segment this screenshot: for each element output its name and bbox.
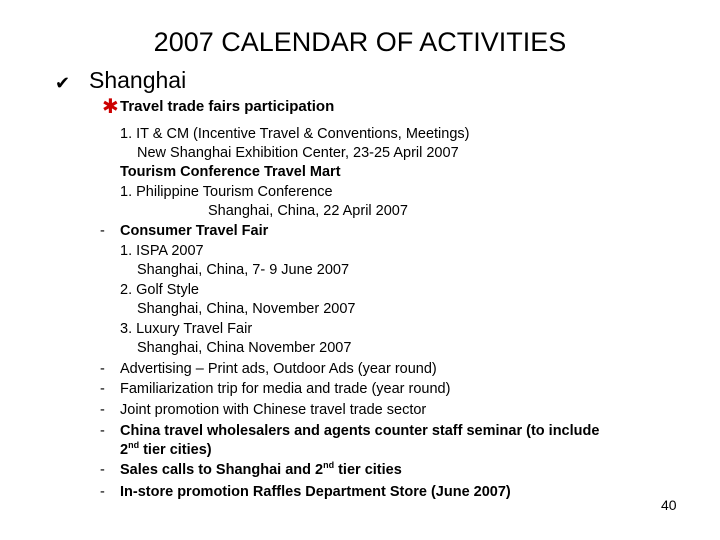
page-number: 40 [661, 497, 677, 513]
dash-bullet: - [100, 423, 105, 439]
ordinal-number: 2 [120, 442, 129, 458]
list-item: In-store promotion Raffles Department Store (June 2007) [120, 484, 511, 500]
list-item [120, 461, 402, 479]
dash-bullet: - [100, 223, 105, 239]
list-item: China travel wholesalers and agents counter staff seminar (to include [120, 423, 600, 439]
list-item-continuation [120, 441, 212, 459]
list-item-text: tier cities) [139, 442, 212, 458]
asterisk-icon: ✱ [102, 96, 119, 118]
dash-bullet: - [100, 402, 105, 418]
dash-bullet: - [100, 462, 105, 478]
list-item: Advertising – Print ads, Outdoor Ads (year round) [120, 361, 437, 377]
list-item: Familiarization trip for media and trade (year round) [120, 381, 451, 397]
list-item: Shanghai, China, 22 April 2007 [208, 203, 408, 219]
ordinal-suffix: nd [128, 440, 140, 451]
list-item: Shanghai, China, 7- 9 June 2007 [137, 262, 350, 278]
dash-bullet: - [100, 361, 105, 377]
list-item: 3. Luxury Travel Fair [120, 321, 253, 337]
list-item-text: Sales calls to Shanghai and 2 [120, 462, 324, 478]
list-item: 1. IT & CM (Incentive Travel & Conventions, Meetings) [120, 126, 470, 142]
list-item: 1. Philippine Tourism Conference [120, 184, 333, 200]
ordinal-suffix: nd [323, 460, 335, 471]
dash-bullet: - [100, 381, 105, 397]
list-item: Tourism Conference Travel Mart [120, 164, 341, 180]
list-item: New Shanghai Exhibition Center, 23-25 April 2007 [137, 145, 459, 161]
checkmark-icon: ✔ [55, 73, 71, 93]
page-title: 2007 CALENDAR OF ACTIVITIES [153, 27, 567, 57]
list-item: Shanghai, China, November 2007 [137, 301, 356, 317]
list-item: Joint promotion with Chinese travel trade sector [120, 402, 427, 418]
list-item: Consumer Travel Fair [120, 223, 269, 239]
list-item-text: tier cities [334, 462, 402, 478]
subsection-heading: Travel trade fairs participation [120, 98, 335, 115]
dash-bullet: - [100, 484, 105, 500]
list-item: Shanghai, China November 2007 [137, 340, 352, 356]
list-item: 2. Golf Style [120, 282, 199, 298]
section-heading: Shanghai [89, 67, 187, 93]
list-item: 1. ISPA 2007 [120, 243, 204, 259]
